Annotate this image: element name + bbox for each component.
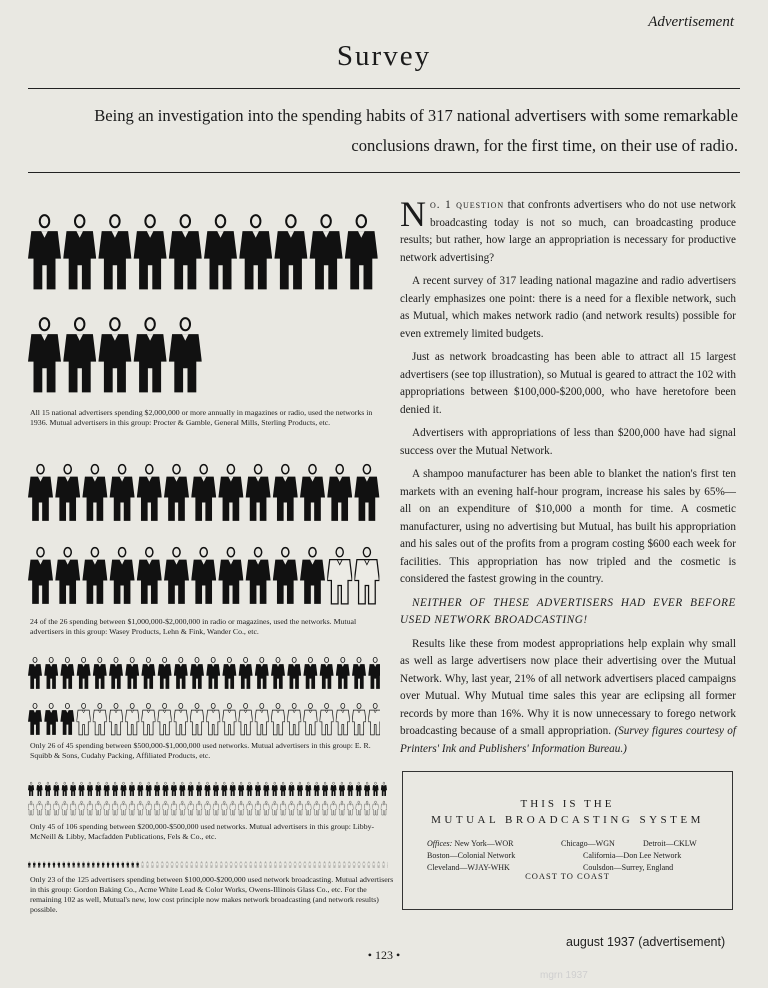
network-advertiser-figure xyxy=(171,782,177,796)
network-advertiser-figure xyxy=(121,861,124,867)
non-network-advertiser-figure xyxy=(222,703,236,735)
non-network-advertiser-figure xyxy=(279,861,282,867)
non-network-advertiser-figure xyxy=(352,703,366,735)
non-network-advertiser-figure xyxy=(280,801,286,815)
non-network-advertiser-figure xyxy=(356,801,362,815)
office-4: Chicago—WGN xyxy=(561,839,615,848)
non-network-advertiser-figure xyxy=(354,548,379,604)
non-network-advertiser-figure xyxy=(146,861,149,867)
network-advertiser-figure xyxy=(271,657,285,689)
lead-caps: o. 1 question xyxy=(430,199,505,211)
non-network-advertiser-figure xyxy=(304,861,307,867)
network-advertiser-figure xyxy=(297,782,303,796)
title-rule xyxy=(28,88,740,89)
network-advertiser-figure xyxy=(354,465,379,521)
non-network-advertiser-figure xyxy=(146,801,152,815)
paragraph-3: Just as network broadcasting has been able to attract all 15 largest advertisers (see top illustration), so Mutual is geared to attract the 102 with appropriations between $100,000-$200,000, who have heretofore been denied it. xyxy=(400,351,736,416)
non-network-advertiser-figure xyxy=(364,801,370,815)
network-advertiser-figure xyxy=(320,657,334,689)
network-advertiser-figure xyxy=(33,861,36,867)
non-network-advertiser-figure xyxy=(303,703,317,735)
non-network-advertiser-figure xyxy=(328,861,331,867)
non-network-advertiser-figure xyxy=(333,861,336,867)
non-network-advertiser-figure xyxy=(195,861,198,867)
non-network-advertiser-figure xyxy=(372,801,378,815)
office-7: Detroit—CKLW xyxy=(643,839,697,848)
network-advertiser-figure xyxy=(158,657,172,689)
article-body xyxy=(400,194,736,764)
network-advertiser-figure xyxy=(134,318,167,392)
network-advertiser-figure xyxy=(137,782,143,796)
non-network-advertiser-figure xyxy=(264,861,267,867)
non-network-advertiser-figure xyxy=(129,801,135,815)
non-network-advertiser-figure xyxy=(95,801,101,815)
non-network-advertiser-figure xyxy=(28,801,34,815)
network-advertiser-figure xyxy=(137,465,162,521)
network-advertiser-figure xyxy=(287,657,301,689)
non-network-advertiser-figure xyxy=(77,703,91,735)
non-network-advertiser-figure xyxy=(158,703,172,735)
network-advertiser-figure xyxy=(77,861,80,867)
non-network-advertiser-figure xyxy=(381,801,387,815)
network-advertiser-figure xyxy=(53,782,59,796)
non-network-advertiser-figure xyxy=(176,861,179,867)
non-network-advertiser-figure xyxy=(36,801,42,815)
pictograph-group-5 xyxy=(28,860,388,876)
network-advertiser-figure xyxy=(154,782,160,796)
non-network-advertiser-figure xyxy=(151,861,154,867)
network-advertiser-figure xyxy=(274,215,307,289)
non-network-advertiser-figure xyxy=(171,801,177,815)
non-network-advertiser-figure xyxy=(171,861,174,867)
non-network-advertiser-figure xyxy=(154,801,160,815)
non-network-advertiser-figure xyxy=(274,861,277,867)
network-advertiser-figure xyxy=(98,215,131,289)
network-advertiser-figure xyxy=(72,861,75,867)
network-advertiser-figure xyxy=(352,657,366,689)
page-number: • 123 • xyxy=(367,948,401,962)
box-column-3 xyxy=(643,838,697,850)
non-network-advertiser-figure xyxy=(221,801,227,815)
network-advertiser-figure xyxy=(300,548,325,604)
non-network-advertiser-figure xyxy=(109,703,123,735)
network-advertiser-figure xyxy=(93,657,107,689)
network-advertiser-figure xyxy=(336,657,350,689)
non-network-advertiser-figure xyxy=(284,861,287,867)
network-advertiser-figure xyxy=(204,782,210,796)
network-advertiser-figure xyxy=(58,861,61,867)
network-advertiser-figure xyxy=(305,782,311,796)
drop-cap: N xyxy=(400,194,426,234)
non-network-advertiser-figure xyxy=(271,703,285,735)
network-advertiser-figure xyxy=(28,861,31,867)
non-network-advertiser-figure xyxy=(263,801,269,815)
network-advertiser-figure xyxy=(60,657,74,689)
non-network-advertiser-figure xyxy=(179,801,185,815)
network-advertiser-figure xyxy=(77,657,91,689)
advertisement-tag: Advertisement xyxy=(648,14,734,30)
non-network-advertiser-figure xyxy=(188,801,194,815)
non-network-advertiser-figure xyxy=(246,801,252,815)
network-advertiser-figure xyxy=(218,465,243,521)
non-network-advertiser-figure xyxy=(287,703,301,735)
non-network-advertiser-figure xyxy=(220,861,223,867)
network-advertiser-figure xyxy=(112,861,115,867)
non-network-advertiser-figure xyxy=(289,861,292,867)
network-advertiser-figure xyxy=(28,548,53,604)
intro-rule xyxy=(28,172,740,173)
network-advertiser-figure xyxy=(87,782,93,796)
network-advertiser-figure xyxy=(70,782,76,796)
paragraph-7-text: Results like these from modest appropriations help explain why small as well as large advertisers now place their advertising over the Mutual Network. Why, last year, 21% of all network advertisers placed campaigns over Mutual. Why Mutual time sales this year are eclipsing all former records by more than 16%. Why it is now unnecessary to forego network broadcasting because of a small appropriation. xyxy=(400,637,736,737)
non-network-advertiser-figure xyxy=(181,861,184,867)
network-advertiser-figure xyxy=(136,861,139,867)
non-network-advertiser-figure xyxy=(294,861,297,867)
network-advertiser-figure xyxy=(109,657,123,689)
network-advertiser-figure xyxy=(288,782,294,796)
pictograph-group-4 xyxy=(28,780,388,818)
non-network-advertiser-figure xyxy=(206,703,220,735)
network-advertiser-figure xyxy=(364,782,370,796)
non-network-advertiser-figure xyxy=(62,801,68,815)
non-network-advertiser-figure xyxy=(225,861,228,867)
pictograph-group-3 xyxy=(28,655,380,737)
coast-to-coast: COAST TO COAST xyxy=(525,871,610,881)
network-advertiser-figure xyxy=(327,465,352,521)
non-network-advertiser-figure xyxy=(174,703,188,735)
network-advertiser-figure xyxy=(43,861,46,867)
non-network-advertiser-figure xyxy=(141,703,155,735)
network-advertiser-figure xyxy=(273,548,298,604)
network-advertiser-figure xyxy=(92,861,95,867)
non-network-advertiser-figure xyxy=(353,861,356,867)
network-advertiser-figure xyxy=(28,782,34,796)
network-advertiser-figure xyxy=(78,782,84,796)
figure-caption-2: 24 of the 26 spending between $1,000,000-$2,000,000 in radio or magazines, used the networks. Mutual advertisers in this group: Wasey Products, Lehn & Fink, Wander Co., etc. xyxy=(30,617,357,636)
non-network-advertiser-figure xyxy=(313,861,316,867)
non-network-advertiser-figure xyxy=(305,801,311,815)
non-network-advertiser-figure xyxy=(112,801,118,815)
network-advertiser-figure xyxy=(310,215,343,289)
network-advertiser-figure xyxy=(28,318,61,392)
network-advertiser-figure xyxy=(131,861,134,867)
non-network-advertiser-figure xyxy=(254,861,257,867)
network-advertiser-figure xyxy=(314,782,320,796)
network-advertiser-figure xyxy=(356,782,362,796)
network-advertiser-figure xyxy=(239,657,253,689)
network-advertiser-figure xyxy=(347,782,353,796)
offices-line-1 xyxy=(427,838,515,850)
network-advertiser-figure xyxy=(104,782,110,796)
non-network-advertiser-figure xyxy=(235,861,238,867)
figure-caption-3: Only 26 of 45 spending between $500,000-$1,000,000 used networks. Mutual advertisers in this group: E. R. Squibb & Sons, Cudahy Packing, Affiliated Products, etc. xyxy=(30,741,371,760)
non-network-advertiser-figure xyxy=(204,801,210,815)
network-advertiser-figure xyxy=(191,548,216,604)
paragraph-6: NEITHER OF THESE ADVERTISERS HAD EVER BEFORE USED NETWORK BROADCASTING! xyxy=(400,596,736,626)
network-advertiser-figure xyxy=(146,782,152,796)
non-network-advertiser-figure xyxy=(240,861,243,867)
pictograph-group-1 xyxy=(28,203,380,404)
network-advertiser-figure xyxy=(272,782,278,796)
network-advertiser-figure xyxy=(372,782,378,796)
network-advertiser-figure xyxy=(381,782,387,796)
network-advertiser-figure xyxy=(206,657,220,689)
network-advertiser-figure xyxy=(98,318,131,392)
non-network-advertiser-figure xyxy=(161,861,164,867)
network-advertiser-figure xyxy=(87,861,90,867)
network-advertiser-figure xyxy=(322,782,328,796)
network-advertiser-figure xyxy=(221,782,227,796)
non-network-advertiser-figure xyxy=(210,861,213,867)
non-network-advertiser-figure xyxy=(272,801,278,815)
non-network-advertiser-figure xyxy=(230,861,233,867)
non-network-advertiser-figure xyxy=(368,703,380,735)
non-network-advertiser-figure xyxy=(308,861,311,867)
network-advertiser-figure xyxy=(110,548,135,604)
paragraph-7 xyxy=(400,636,736,759)
non-network-advertiser-figure xyxy=(213,801,219,815)
paragraph-5: A shampoo manufacturer has been able to blanket the nation's first ten markets with an evening half-hour program, increase his sales by 65%—all on an expenditure of $10,000 a month for time. A cosmetic manufacturer, using no advertising but Mutual, has built his appropriation and his sales out of the profits from a program costing $600 each week for facilities. This appropriation has now tripled and the cosmetic is considered the fastest growing in the country. xyxy=(400,468,736,585)
network-advertiser-figure xyxy=(67,861,70,867)
non-network-advertiser-figure xyxy=(382,861,385,867)
network-advertiser-figure xyxy=(45,782,51,796)
non-network-advertiser-figure xyxy=(318,861,321,867)
network-advertiser-figure xyxy=(95,782,101,796)
network-advertiser-figure xyxy=(53,861,56,867)
non-network-advertiser-figure xyxy=(363,861,366,867)
non-network-advertiser-figure xyxy=(269,861,272,867)
network-advertiser-figure xyxy=(330,782,336,796)
box-column-1 xyxy=(427,838,515,874)
non-network-advertiser-figure xyxy=(297,801,303,815)
network-advertiser-figure xyxy=(164,548,189,604)
office-5: California—Don Lee Network xyxy=(583,851,682,860)
non-network-advertiser-figure xyxy=(215,861,218,867)
network-advertiser-figure xyxy=(82,861,85,867)
non-network-advertiser-figure xyxy=(120,801,126,815)
network-advertiser-figure xyxy=(300,465,325,521)
network-advertiser-figure xyxy=(169,318,202,392)
network-advertiser-figure xyxy=(246,465,271,521)
non-network-advertiser-figure xyxy=(93,703,107,735)
network-advertiser-figure xyxy=(36,782,42,796)
network-advertiser-figure xyxy=(280,782,286,796)
figure-caption-5: Only 23 of the 125 advertisers spending between $100,000-$200,000 used network broadcasting. Mutual advertisers in this group: Gordon Baking Co., Acme White Lead & Color Works, Owens-Illinois Glass Co., etc. For the remaining 102 as well, Mutual's new, low cost principle now makes network broadcasting (and network results) possible. xyxy=(30,875,394,914)
paragraph-4: Advertisers with appropriations of less than $200,000 have had signal success over the Mutual Network. xyxy=(400,427,736,457)
network-advertiser-figure xyxy=(255,782,261,796)
non-network-advertiser-figure xyxy=(314,801,320,815)
non-network-advertiser-figure xyxy=(238,801,244,815)
paragraph-1 xyxy=(400,194,736,267)
non-network-advertiser-figure xyxy=(190,703,204,735)
network-advertiser-figure xyxy=(110,465,135,521)
network-advertiser-figure xyxy=(246,548,271,604)
non-network-advertiser-figure xyxy=(249,861,252,867)
box-line-1: THIS IS THE xyxy=(520,798,615,810)
network-advertiser-figure xyxy=(169,215,202,289)
mutual-box xyxy=(402,771,733,910)
non-network-advertiser-figure xyxy=(348,861,351,867)
network-advertiser-figure xyxy=(188,782,194,796)
network-advertiser-figure xyxy=(120,782,126,796)
non-network-advertiser-figure xyxy=(141,861,144,867)
non-network-advertiser-figure xyxy=(78,801,84,815)
network-advertiser-figure xyxy=(174,657,188,689)
network-advertiser-figure xyxy=(117,861,120,867)
network-advertiser-figure xyxy=(141,657,155,689)
office-1: New York—WOR xyxy=(454,839,514,848)
non-network-advertiser-figure xyxy=(156,861,159,867)
network-advertiser-figure xyxy=(28,703,42,735)
non-network-advertiser-figure xyxy=(45,801,51,815)
non-network-advertiser-figure xyxy=(358,861,361,867)
network-advertiser-figure xyxy=(55,465,80,521)
figure-caption-1: All 15 national advertisers spending $2,000,000 or more annually in magazines or radio, used the networks in 1936. Mutual advertisers in this group: Procter & Gamble, General Mills, Sterling Products, etc. xyxy=(30,408,373,427)
network-advertiser-figure xyxy=(112,782,118,796)
network-advertiser-figure xyxy=(303,657,317,689)
non-network-advertiser-figure xyxy=(327,548,352,604)
office-2: Boston—Colonial Network xyxy=(427,851,516,860)
non-network-advertiser-figure xyxy=(322,801,328,815)
network-advertiser-figure xyxy=(60,703,74,735)
network-advertiser-figure xyxy=(339,782,345,796)
non-network-advertiser-figure xyxy=(288,801,294,815)
network-advertiser-figure xyxy=(63,318,96,392)
network-advertiser-figure xyxy=(222,657,236,689)
offices-label: Offices: xyxy=(427,839,453,848)
non-network-advertiser-figure xyxy=(330,801,336,815)
network-advertiser-figure xyxy=(125,657,139,689)
non-network-advertiser-figure xyxy=(323,861,326,867)
non-network-advertiser-figure xyxy=(190,861,193,867)
office-3: Cleveland—WJAY-WHK xyxy=(427,863,510,872)
non-network-advertiser-figure xyxy=(70,801,76,815)
figure-caption-4: Only 45 of 106 spending between $200,000-$500,000 used networks. Mutual advertisers in this group: Libby-McNeill & Libby, Macfadden Publications, Fels & Co., etc. xyxy=(30,822,375,841)
non-network-advertiser-figure xyxy=(166,861,169,867)
non-network-advertiser-figure xyxy=(347,801,353,815)
network-advertiser-figure xyxy=(218,548,243,604)
pictograph-group-2 xyxy=(28,455,380,613)
network-advertiser-figure xyxy=(129,782,135,796)
non-network-advertiser-figure xyxy=(320,703,334,735)
non-network-advertiser-figure xyxy=(87,801,93,815)
non-network-advertiser-figure xyxy=(367,861,370,867)
network-advertiser-figure xyxy=(62,782,68,796)
non-network-advertiser-figure xyxy=(343,861,346,867)
non-network-advertiser-figure xyxy=(387,861,388,867)
non-network-advertiser-figure xyxy=(244,861,247,867)
non-network-advertiser-figure xyxy=(125,703,139,735)
non-network-advertiser-figure xyxy=(205,861,208,867)
network-advertiser-figure xyxy=(204,215,237,289)
network-advertiser-figure xyxy=(137,548,162,604)
non-network-advertiser-figure xyxy=(162,801,168,815)
network-advertiser-figure xyxy=(28,215,61,289)
network-advertiser-figure xyxy=(48,861,51,867)
box-line-2: MUTUAL BROADCASTING SYSTEM xyxy=(431,814,704,826)
network-advertiser-figure xyxy=(191,465,216,521)
non-network-advertiser-figure xyxy=(53,801,59,815)
non-network-advertiser-figure xyxy=(336,703,350,735)
paragraph-1-text: that confronts advertisers who do not use network broadcasting today is not so much, can broadcasting produce results; but rather, how large an appropriation is necessary for productive network advertising? xyxy=(400,199,736,264)
credit-caption: august 1937 (advertisement) xyxy=(566,935,726,949)
network-advertiser-figure xyxy=(44,703,58,735)
network-advertiser-figure xyxy=(238,782,244,796)
network-advertiser-figure xyxy=(44,657,58,689)
watermark: mgrn 1937 xyxy=(540,970,588,981)
non-network-advertiser-figure xyxy=(255,801,261,815)
page-title: Survey xyxy=(336,40,432,72)
non-network-advertiser-figure xyxy=(372,861,375,867)
non-network-advertiser-figure xyxy=(196,801,202,815)
network-advertiser-figure xyxy=(190,657,204,689)
network-advertiser-figure xyxy=(38,861,41,867)
non-network-advertiser-figure xyxy=(185,861,188,867)
network-advertiser-figure xyxy=(239,215,272,289)
paragraph-2: A recent survey of 317 leading national magazine and radio advertisers clearly emphasizes one point: there is a need for a flexible network, such as Mutual, which makes network radio (and network results) possible for even extremely limited budgets. xyxy=(400,275,736,340)
network-advertiser-figure xyxy=(345,215,378,289)
network-advertiser-figure xyxy=(28,465,53,521)
network-advertiser-figure xyxy=(134,215,167,289)
network-advertiser-figure xyxy=(82,548,107,604)
network-advertiser-figure xyxy=(273,465,298,521)
network-advertiser-figure xyxy=(28,657,42,689)
network-advertiser-figure xyxy=(62,861,65,867)
network-advertiser-figure xyxy=(263,782,269,796)
network-advertiser-figure xyxy=(213,782,219,796)
non-network-advertiser-figure xyxy=(259,861,262,867)
intro-text: Being an investigation into the spending habits of 317 national advertisers with some remarkable conclusions drawn, for the first time, on their use of radio. xyxy=(94,106,738,155)
source-note: (Survey figures courtesy of Printers' Ink and Publishers' Information Bureau.) xyxy=(400,725,736,755)
network-advertiser-figure xyxy=(179,782,185,796)
network-advertiser-figure xyxy=(246,782,252,796)
network-advertiser-figure xyxy=(55,548,80,604)
non-network-advertiser-figure xyxy=(200,861,203,867)
non-network-advertiser-figure xyxy=(339,801,345,815)
network-advertiser-figure xyxy=(164,465,189,521)
non-network-advertiser-figure xyxy=(338,861,341,867)
network-advertiser-figure xyxy=(196,782,202,796)
network-advertiser-figure xyxy=(97,861,100,867)
network-advertiser-figure xyxy=(368,657,380,689)
non-network-advertiser-figure xyxy=(137,801,143,815)
non-network-advertiser-figure xyxy=(377,861,380,867)
non-network-advertiser-figure xyxy=(104,801,110,815)
network-advertiser-figure xyxy=(162,782,168,796)
non-network-advertiser-figure xyxy=(299,861,302,867)
network-advertiser-figure xyxy=(107,861,110,867)
network-advertiser-figure xyxy=(255,657,269,689)
non-network-advertiser-figure xyxy=(239,703,253,735)
non-network-advertiser-figure xyxy=(255,703,269,735)
network-advertiser-figure xyxy=(102,861,105,867)
network-advertiser-figure xyxy=(82,465,107,521)
network-advertiser-figure xyxy=(230,782,236,796)
network-advertiser-figure xyxy=(63,215,96,289)
non-network-advertiser-figure xyxy=(230,801,236,815)
office-6: Coulsdon—Surrey, England xyxy=(583,863,674,872)
network-advertiser-figure xyxy=(126,861,129,867)
